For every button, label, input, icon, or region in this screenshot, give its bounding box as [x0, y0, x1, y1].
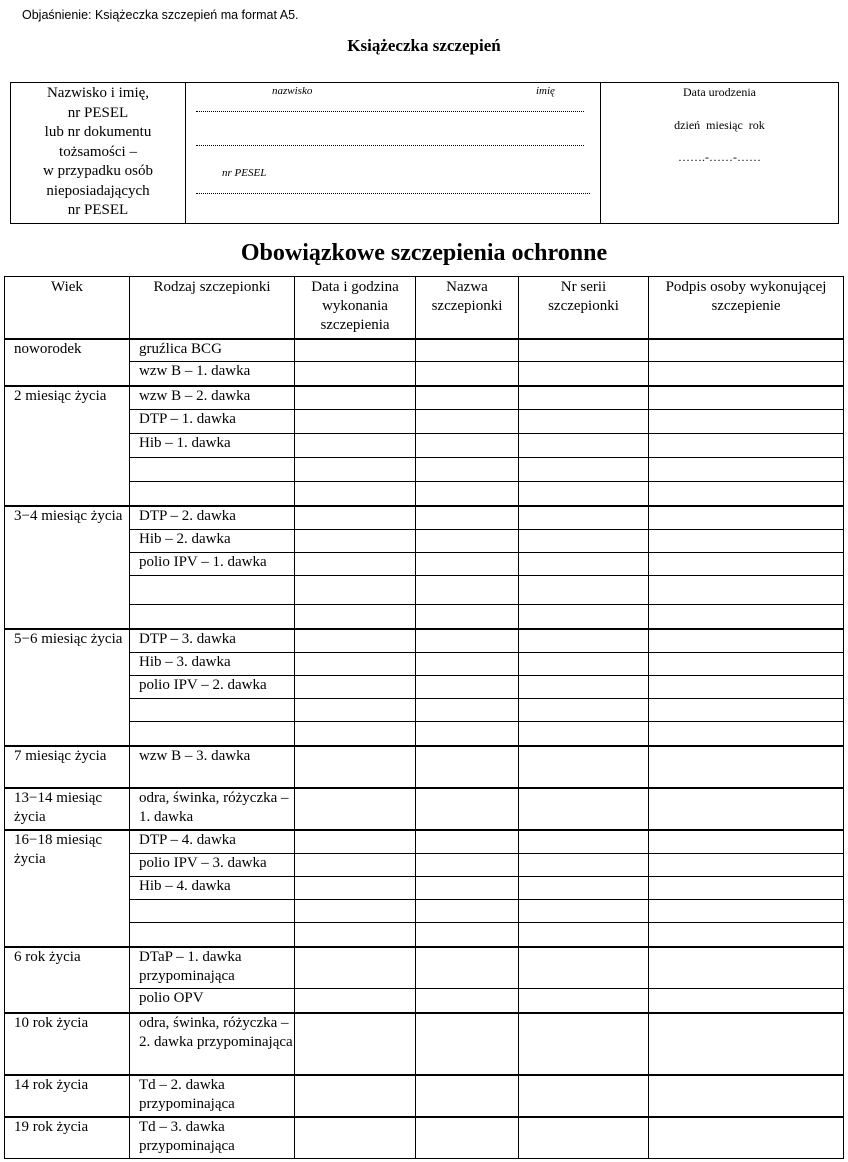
age-cell: 14 rok życia	[5, 1075, 130, 1117]
batch-cell[interactable]	[519, 947, 649, 989]
vaccine-type-cell	[130, 458, 295, 482]
vaccine-name-cell[interactable]	[416, 989, 519, 1013]
signature-cell[interactable]	[649, 989, 844, 1013]
date-cell[interactable]	[295, 854, 416, 877]
date-cell[interactable]	[295, 605, 416, 629]
table-row	[5, 576, 844, 605]
batch-cell[interactable]	[519, 746, 649, 788]
signature-cell[interactable]	[649, 530, 844, 553]
date-cell[interactable]	[295, 830, 416, 854]
signature-cell[interactable]	[649, 576, 844, 605]
vaccination-table	[4, 276, 844, 1159]
batch-cell[interactable]	[519, 989, 649, 1013]
vaccine-name-cell[interactable]	[416, 830, 519, 854]
table-row	[5, 482, 844, 506]
vaccine-type-cell: Td – 2. dawka przypominająca	[130, 1075, 295, 1117]
batch-cell[interactable]	[519, 877, 649, 900]
vaccine-name-cell[interactable]	[416, 746, 519, 788]
signature-cell[interactable]	[649, 458, 844, 482]
header-age: Wiek	[5, 277, 130, 339]
vaccine-type-cell: wzw B – 3. dawka	[130, 746, 295, 788]
date-cell[interactable]	[295, 410, 416, 434]
vaccine-type-cell: wzw B – 2. dawka	[130, 386, 295, 410]
vaccine-type-cell: wzw B – 1. dawka	[130, 362, 295, 386]
vaccine-name-cell[interactable]	[416, 482, 519, 506]
vaccine-name-cell[interactable]	[416, 653, 519, 676]
date-cell[interactable]	[295, 722, 416, 746]
vaccine-type-cell: gruźlica BCG	[130, 339, 295, 362]
vaccine-name-cell[interactable]	[416, 854, 519, 877]
batch-cell[interactable]	[519, 1013, 649, 1075]
vaccine-type-cell	[130, 923, 295, 947]
signature-cell[interactable]	[649, 386, 844, 410]
vaccine-name-cell[interactable]	[416, 458, 519, 482]
date-cell[interactable]	[295, 1013, 416, 1075]
date-cell[interactable]	[295, 576, 416, 605]
vaccine-name-cell[interactable]	[416, 877, 519, 900]
table-row	[5, 386, 844, 410]
identity-label-line: w przypadku osób	[43, 163, 153, 179]
batch-cell[interactable]	[519, 830, 649, 854]
vaccine-type-cell: Hib – 2. dawka	[130, 530, 295, 553]
batch-cell[interactable]	[519, 576, 649, 605]
table-row	[5, 458, 844, 482]
birth-date-parts: dzień miesiąc rok	[674, 118, 765, 132]
vaccine-type-cell	[130, 699, 295, 722]
vaccine-type-cell	[130, 605, 295, 629]
vaccine-name-cell[interactable]	[416, 923, 519, 947]
batch-cell[interactable]	[519, 458, 649, 482]
signature-cell[interactable]	[649, 553, 844, 576]
surname-label: nazwisko	[272, 85, 313, 97]
vaccine-name-cell[interactable]	[416, 676, 519, 699]
date-cell[interactable]	[295, 629, 416, 653]
table-row	[5, 854, 844, 877]
vaccine-type-cell: DTP – 2. dawka	[130, 506, 295, 530]
batch-cell[interactable]	[519, 362, 649, 386]
vaccine-type-cell: polio OPV	[130, 989, 295, 1013]
signature-cell[interactable]	[649, 410, 844, 434]
table-row	[5, 362, 844, 386]
date-cell[interactable]	[295, 653, 416, 676]
date-cell[interactable]	[295, 1117, 416, 1159]
vaccine-type-cell: DTaP – 1. dawka przypominająca	[130, 947, 295, 989]
table-row	[5, 923, 844, 947]
batch-cell[interactable]	[519, 1075, 649, 1117]
page-title: Książeczka szczepień	[347, 36, 501, 55]
birth-date-cell	[601, 83, 838, 223]
pesel-label: nr PESEL	[222, 167, 267, 179]
date-cell[interactable]	[295, 553, 416, 576]
date-cell[interactable]	[295, 900, 416, 923]
date-cell[interactable]	[295, 788, 416, 830]
date-cell[interactable]	[295, 676, 416, 699]
age-cell: 7 miesiąc życia	[5, 746, 130, 788]
section-title: Obowiązkowe szczepienia ochronne	[240, 240, 608, 266]
table-row	[5, 1013, 844, 1075]
vaccine-type-cell: Hib – 3. dawka	[130, 653, 295, 676]
date-cell[interactable]	[295, 386, 416, 410]
batch-cell[interactable]	[519, 386, 649, 410]
batch-cell[interactable]	[519, 553, 649, 576]
table-row	[5, 989, 844, 1013]
identity-label-line: nr PESEL	[67, 202, 129, 218]
batch-cell[interactable]	[519, 676, 649, 699]
vaccine-name-cell[interactable]	[416, 900, 519, 923]
table-row	[5, 629, 844, 653]
vaccine-type-cell: polio IPV – 2. dawka	[130, 676, 295, 699]
signature-cell[interactable]	[649, 434, 844, 458]
vaccine-name-cell[interactable]	[416, 788, 519, 830]
signature-cell[interactable]	[649, 605, 844, 629]
identity-label-line: Nazwisko i imię,	[46, 85, 150, 101]
header-signature: Podpis osoby wykonującej szczepienie	[649, 277, 844, 339]
table-row	[5, 605, 844, 629]
signature-cell[interactable]	[649, 746, 844, 788]
table-row	[5, 900, 844, 923]
vaccine-name-cell[interactable]	[416, 506, 519, 530]
batch-cell[interactable]	[519, 722, 649, 746]
age-cell: 13−14 miesiąc życia	[5, 788, 130, 830]
vaccine-name-cell[interactable]	[416, 605, 519, 629]
firstname-label: imię	[536, 85, 555, 97]
batch-cell[interactable]	[519, 653, 649, 676]
date-cell[interactable]	[295, 877, 416, 900]
vaccine-type-cell	[130, 900, 295, 923]
date-cell[interactable]	[295, 434, 416, 458]
signature-cell[interactable]	[649, 877, 844, 900]
table-row	[5, 699, 844, 722]
vaccine-type-cell	[130, 722, 295, 746]
signature-cell[interactable]	[649, 722, 844, 746]
date-cell[interactable]	[295, 699, 416, 722]
batch-cell[interactable]	[519, 854, 649, 877]
table-row	[5, 722, 844, 746]
age-cell: 3−4 miesiąc życia	[5, 506, 130, 629]
identity-label-line: nieposiadających	[46, 182, 150, 199]
vaccine-name-cell[interactable]	[416, 629, 519, 653]
batch-cell[interactable]	[519, 530, 649, 553]
batch-cell[interactable]	[519, 506, 649, 530]
identity-label-line: nr PESEL	[67, 104, 129, 121]
table-row	[5, 877, 844, 900]
signature-cell[interactable]	[649, 653, 844, 676]
table-row	[5, 553, 844, 576]
vaccine-name-cell[interactable]	[416, 1013, 519, 1075]
table-row	[5, 434, 844, 458]
vaccine-name-cell[interactable]	[416, 362, 519, 386]
vaccine-name-cell[interactable]	[416, 947, 519, 989]
identity-fields	[186, 83, 601, 223]
batch-cell[interactable]	[519, 629, 649, 653]
signature-cell[interactable]	[649, 506, 844, 530]
vaccine-name-cell[interactable]	[416, 576, 519, 605]
signature-cell[interactable]	[649, 900, 844, 923]
signature-cell[interactable]	[649, 482, 844, 506]
date-cell[interactable]	[295, 506, 416, 530]
vaccine-name-cell[interactable]	[416, 699, 519, 722]
vaccine-name-cell[interactable]	[416, 1117, 519, 1159]
signature-cell[interactable]	[649, 1013, 844, 1075]
vaccine-type-cell: DTP – 4. dawka	[130, 830, 295, 854]
table-row	[5, 788, 844, 830]
batch-cell[interactable]	[519, 434, 649, 458]
date-cell[interactable]	[295, 339, 416, 362]
table-row	[5, 830, 844, 854]
vaccine-type-cell	[130, 576, 295, 605]
date-cell[interactable]	[295, 1075, 416, 1117]
date-cell[interactable]	[295, 362, 416, 386]
identity-label-line: lub nr dokumentu	[44, 124, 152, 140]
signature-cell[interactable]	[649, 1117, 844, 1159]
header-date-time: Data i godzina wykonania szczepienia	[295, 277, 416, 339]
table-row	[5, 506, 844, 530]
vaccine-type-cell: Hib – 1. dawka	[130, 434, 295, 458]
date-cell[interactable]	[295, 947, 416, 989]
date-cell[interactable]	[295, 530, 416, 553]
date-cell[interactable]	[295, 746, 416, 788]
vaccine-name-cell[interactable]	[416, 410, 519, 434]
table-row	[5, 947, 844, 989]
identity-box	[10, 82, 839, 224]
signature-cell[interactable]	[649, 830, 844, 854]
batch-cell[interactable]	[519, 339, 649, 362]
table-row	[5, 410, 844, 434]
signature-cell[interactable]	[649, 362, 844, 386]
signature-cell[interactable]	[649, 947, 844, 989]
age-cell: noworodek	[5, 339, 130, 386]
vaccine-name-cell[interactable]	[416, 434, 519, 458]
batch-cell[interactable]	[519, 410, 649, 434]
batch-cell[interactable]	[519, 699, 649, 722]
pesel-line[interactable]	[196, 193, 590, 194]
vaccine-type-cell: odra, świnka, różyczka – 1. dawka	[130, 788, 295, 830]
table-row	[5, 1075, 844, 1117]
table-row	[5, 339, 844, 362]
vaccine-type-cell: odra, świnka, różyczka – 2. dawka przypominająca	[130, 1013, 295, 1075]
vaccine-name-cell[interactable]	[416, 722, 519, 746]
vaccine-type-cell: DTP – 3. dawka	[130, 629, 295, 653]
table-row	[5, 530, 844, 553]
batch-cell[interactable]	[519, 923, 649, 947]
date-cell[interactable]	[295, 923, 416, 947]
batch-cell[interactable]	[519, 1117, 649, 1159]
birth-date-label: Data urodzenia	[683, 85, 756, 99]
identity-label-line: tożsamości –	[59, 143, 137, 160]
batch-cell[interactable]	[519, 482, 649, 506]
vaccine-type-cell: DTP – 1. dawka	[130, 410, 295, 434]
name-line[interactable]	[196, 111, 584, 112]
signature-cell[interactable]	[649, 788, 844, 830]
date-cell[interactable]	[295, 989, 416, 1013]
signature-cell[interactable]	[649, 676, 844, 699]
vaccine-name-cell[interactable]	[416, 339, 519, 362]
vaccine-name-cell[interactable]	[416, 1075, 519, 1117]
birth-date-field[interactable]: …….-……-……	[678, 150, 761, 164]
age-cell: 19 rok życia	[5, 1117, 130, 1159]
signature-cell[interactable]	[649, 854, 844, 877]
table-row	[5, 1117, 844, 1159]
vaccine-type-cell: polio IPV – 3. dawka	[130, 854, 295, 877]
batch-cell[interactable]	[519, 605, 649, 629]
batch-cell[interactable]	[519, 900, 649, 923]
table-row	[5, 653, 844, 676]
header-vaccine-type: Rodzaj szczepionki	[130, 277, 295, 339]
age-cell: 16−18 miesiąc życia	[5, 830, 130, 947]
signature-cell[interactable]	[649, 339, 844, 362]
vaccine-type-cell	[130, 482, 295, 506]
vaccine-name-cell[interactable]	[416, 530, 519, 553]
age-cell: 6 rok życia	[5, 947, 130, 1013]
header-vaccine-name: Nazwa szczepionki	[416, 277, 519, 339]
vaccine-name-cell[interactable]	[416, 553, 519, 576]
age-cell: 5−6 miesiąc życia	[5, 629, 130, 746]
vaccine-name-cell[interactable]	[416, 386, 519, 410]
vaccine-type-cell: Hib – 4. dawka	[130, 877, 295, 900]
identity-label	[11, 83, 186, 223]
table-row	[5, 746, 844, 788]
signature-cell[interactable]	[649, 923, 844, 947]
signature-cell[interactable]	[649, 629, 844, 653]
format-note: Objaśnienie: Książeczka szczepień ma format A5.	[22, 8, 299, 22]
batch-cell[interactable]	[519, 788, 649, 830]
age-cell: 2 miesiąc życia	[5, 386, 130, 506]
signature-cell[interactable]	[649, 1075, 844, 1117]
vaccine-type-cell: Td – 3. dawka przypominająca	[130, 1117, 295, 1159]
date-cell[interactable]	[295, 458, 416, 482]
signature-cell[interactable]	[649, 699, 844, 722]
vaccine-type-cell: polio IPV – 1. dawka	[130, 553, 295, 576]
date-cell[interactable]	[295, 482, 416, 506]
header-batch-number: Nr serii szczepionki	[519, 277, 649, 339]
age-cell: 10 rok życia	[5, 1013, 130, 1075]
name-line-2[interactable]	[196, 145, 584, 146]
table-row	[5, 676, 844, 699]
